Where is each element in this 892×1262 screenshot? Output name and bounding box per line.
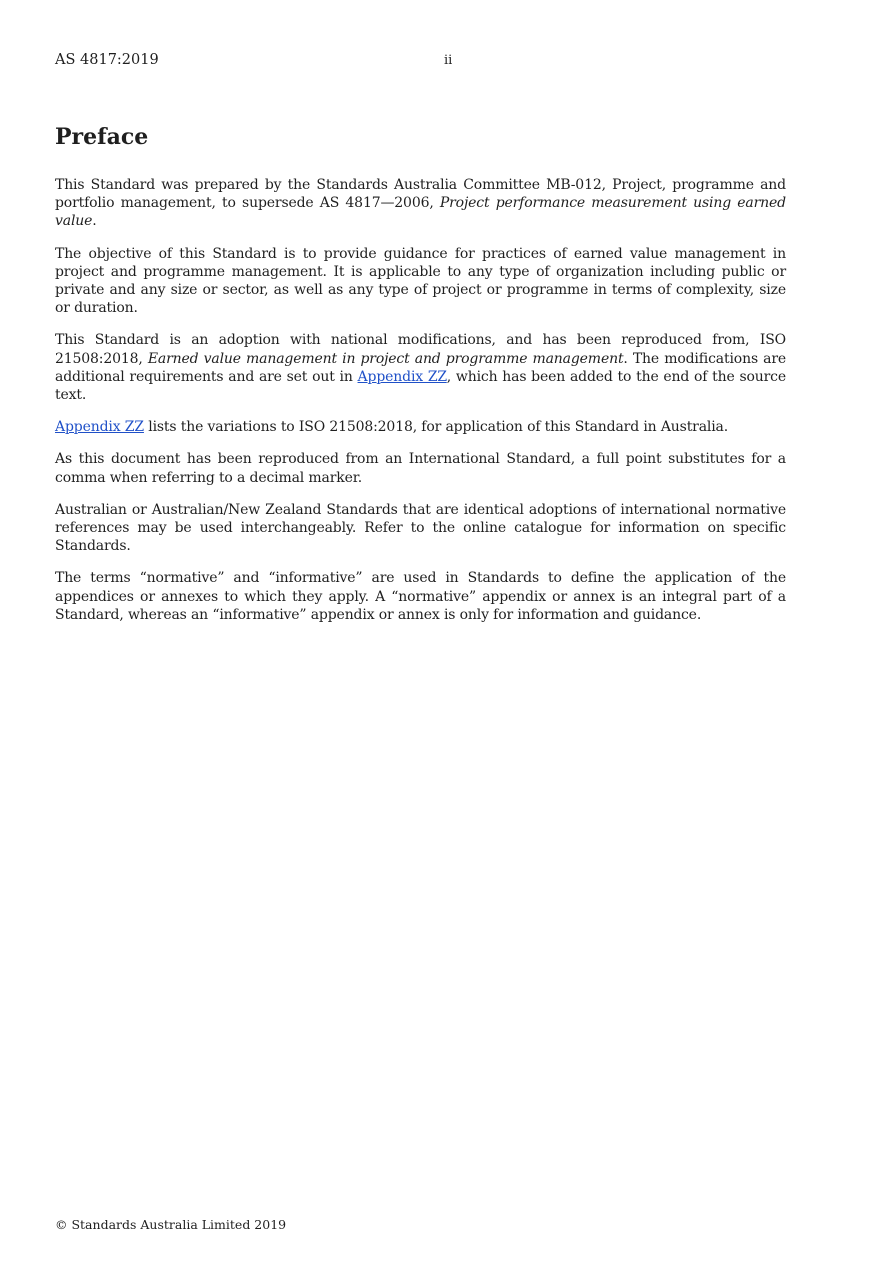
paragraph-text: This Standard was prepared by the Standards Australia Committee MB-012, Project, programme and portfolio management, to supersede AS 4817—2006, bbox=[55, 177, 786, 212]
paragraph-variations bbox=[55, 418, 786, 436]
page-number: ii bbox=[444, 53, 453, 68]
paragraph-adoption bbox=[55, 331, 786, 404]
page-title: Preface bbox=[55, 124, 149, 150]
superseded-standard-title: Project performance measurement using earned value bbox=[55, 195, 786, 230]
iso-standard-title: Earned value management in project and programme management bbox=[147, 350, 624, 367]
appendix-zz-link[interactable]: Appendix ZZ bbox=[55, 419, 144, 436]
paragraph-normative-informative: The terms “normative” and “informative” are used in Standards to define the application of the appendices or annexes to which they apply. A “normative” appendix or annex is an integral part of a Standard, whereas an “informative” appendix or annex is only for information and guidance. bbox=[55, 570, 786, 623]
paragraph-prepared-by bbox=[55, 176, 786, 231]
preface-body bbox=[55, 176, 786, 638]
appendix-zz-link[interactable]: Appendix ZZ bbox=[357, 368, 447, 385]
paragraph-text: This Standard is an adoption with national modifications, and has been reproduced from, ISO 21508:2018, bbox=[55, 332, 786, 367]
document-id: AS 4817:2019 bbox=[55, 52, 159, 68]
paragraph-text: lists the variations to ISO 21508:2018, for application of this Standard in Australia. bbox=[143, 419, 729, 436]
paragraph-decimal-marker: As this document has been reproduced from an International Standard, a full point substitutes for a comma when referring to a decimal marker. bbox=[55, 451, 786, 486]
paragraph-text: , which has been added to the end of the source text. bbox=[55, 368, 786, 404]
paragraph-objective: The objective of this Standard is to provide guidance for practices of earned value management in project and programme management. It is applicable to any type of organization including public or private and any size or sector, as well as any type of project or programme in terms of complexity, size or duration. bbox=[55, 245, 786, 317]
copyright-notice: © Standards Australia Limited 2019 bbox=[55, 1217, 287, 1232]
paragraph-text: . The modifications are additional requirements and are set out in bbox=[55, 350, 787, 385]
paragraph-text: . bbox=[92, 213, 97, 230]
paragraph-normative-references: Australian or Australian/New Zealand Standards that are identical adoptions of international normative references may be used interchangeably. Refer to the online catalogue for information on specific Standards. bbox=[55, 501, 786, 555]
